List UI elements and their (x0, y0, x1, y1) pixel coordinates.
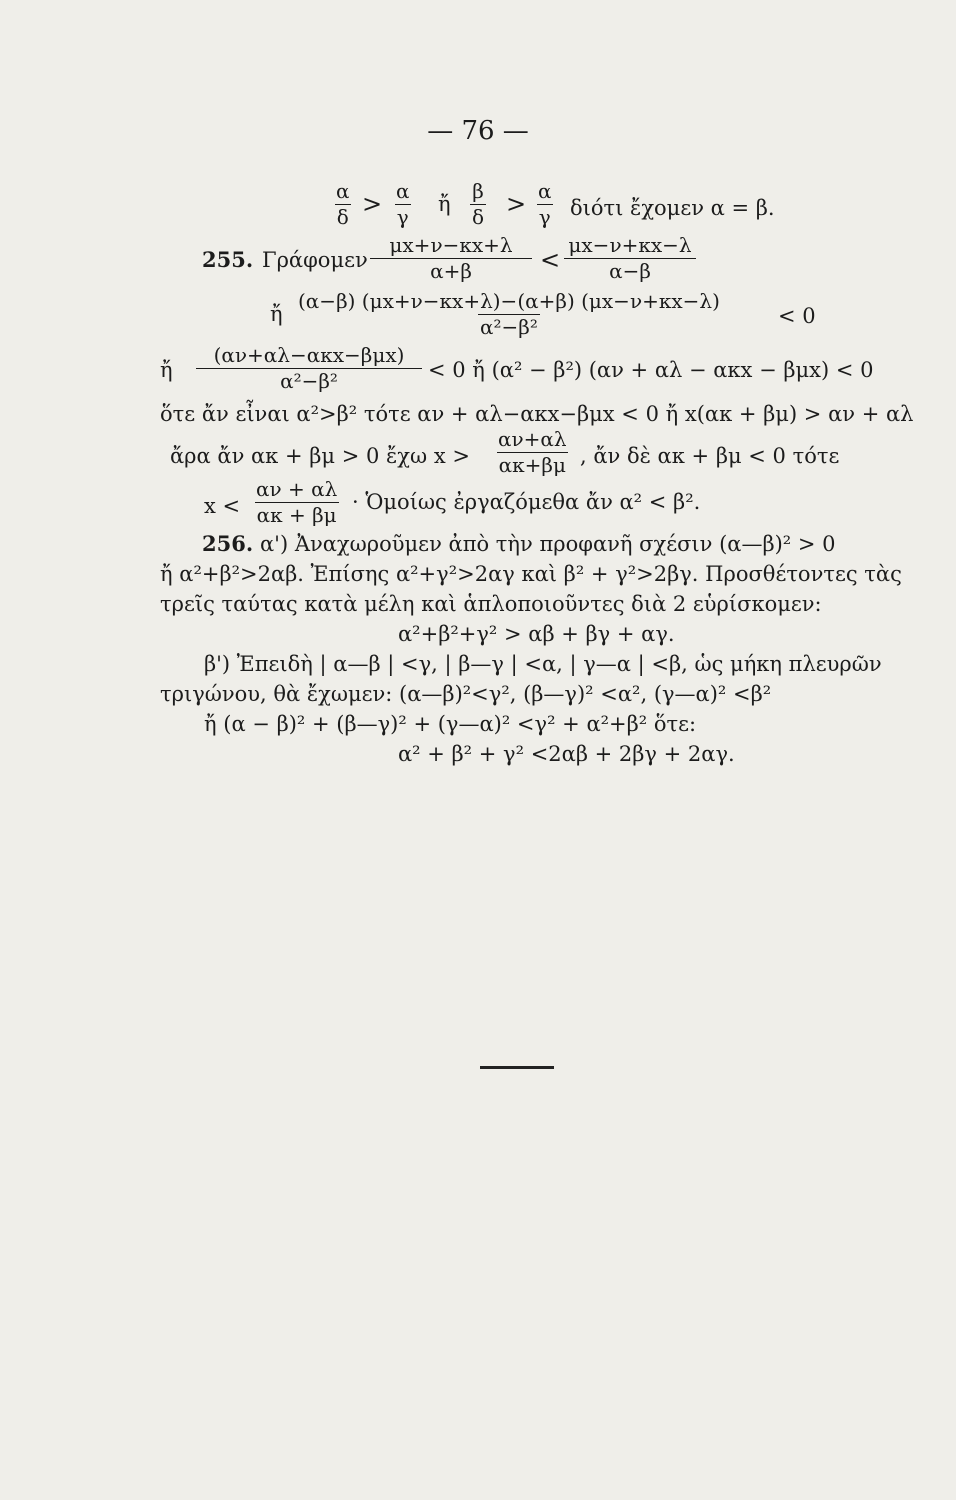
text-line: Γράφομεν (262, 248, 368, 272)
numerator: (α−β) (μx+ν−κx+λ)−(α+β) (μx−ν+κx−λ) (298, 289, 720, 313)
denominator: γ (396, 205, 409, 229)
denominator: α²−β² (480, 315, 538, 339)
fraction (296, 290, 722, 338)
denominator: α+β (370, 258, 532, 282)
text-line: < 0 (778, 304, 816, 328)
conjunction: ἤ (160, 358, 173, 382)
operator: < (540, 246, 561, 274)
text-line: α') Ἀναχωροῦμεν ἀπὸ τὴν προφανῆ σχέσιν (α—β)² > 0 (260, 532, 836, 556)
text-line: ὅτε ἄν εἶναι α²>β² τότε αν + αλ−ακx−βμx < 0 ἤ x(ακ + βμ) > αν + αλ (160, 402, 914, 426)
separator-rule (480, 1066, 554, 1069)
numerator: (αν+αλ−ακx−βμx) (213, 343, 405, 367)
denominator: ακ+βμ (498, 453, 566, 477)
conjunction: ἤ (438, 192, 451, 216)
fraction (254, 478, 339, 526)
numerator: αν + αλ (256, 477, 338, 501)
numerator: α (336, 179, 350, 203)
denominator: δ (336, 205, 349, 229)
fraction (394, 180, 412, 228)
fraction (496, 428, 569, 476)
operator: > (362, 190, 383, 218)
numerator: μx−ν+κx−λ (568, 233, 692, 257)
numerator: α (396, 179, 410, 203)
fraction (536, 180, 554, 228)
text-line: τρεῖς ταύτας κατὰ μέλη καὶ ἁπλοποιοῦντες διὰ 2 εὑρίσκομεν: (160, 592, 822, 616)
denominator: ακ + βμ (256, 503, 337, 527)
fraction (470, 180, 486, 228)
text-line: α²+β²+γ² > αβ + βγ + αγ. (398, 622, 675, 646)
numerator: α (538, 179, 552, 203)
text-line: ἤ (α − β)² + (β—γ)² + (γ—α)² <γ² + α²+β² ὅτε: (204, 712, 697, 736)
text-line: ἄρα ἄν ακ + βμ > 0 ἔχω x > (170, 444, 470, 468)
page-number: — 76 — (427, 116, 529, 146)
text-line: x < (204, 494, 241, 518)
text-line: β') Ἐπειδὴ | α—β | <γ, | β—γ | <α, | γ—α | <β, ὡς μήκη πλευρῶν (204, 652, 882, 676)
denominator: α²−β² (196, 368, 422, 392)
text-line: · Ὁμοίως ἐργαζόμεθα ἄν α² < β². (352, 490, 701, 514)
fraction (370, 234, 532, 282)
text-line: < 0 ἤ (α² − β²) (αν + αλ − ακx − βμx) < 0 (428, 358, 874, 382)
text-line: τριγώνου, θὰ ἔχωμεν: (α—β)²<γ², (β—γ)² <α², (γ—α)² <β² (160, 682, 772, 706)
text-line: α² + β² + γ² <2αβ + 2βγ + 2αγ. (398, 742, 735, 766)
numerator: μx+ν−κx+λ (389, 233, 513, 257)
problem-number: 256. (202, 531, 254, 556)
denominator: α−β (564, 258, 696, 282)
numerator: β (472, 179, 484, 203)
fraction (334, 180, 352, 228)
problem-number: 255. (202, 247, 254, 272)
denominator: δ (472, 205, 485, 229)
text-line: ἤ α²+β²>2αβ. Ἐπίσης α²+γ²>2αγ καὶ β² + γ²>2βγ. Προσθέτοντες τὰς (160, 562, 902, 586)
denominator: γ (538, 205, 551, 229)
operator: > (506, 190, 527, 218)
text-line: διότι ἔχομεν α = β. (570, 196, 775, 220)
conjunction: ἤ (270, 302, 283, 326)
numerator: αν+αλ (498, 427, 567, 451)
text-line: , ἄν δὲ ακ + βμ < 0 τότε (580, 444, 840, 468)
fraction (196, 344, 422, 392)
fraction (564, 234, 696, 282)
